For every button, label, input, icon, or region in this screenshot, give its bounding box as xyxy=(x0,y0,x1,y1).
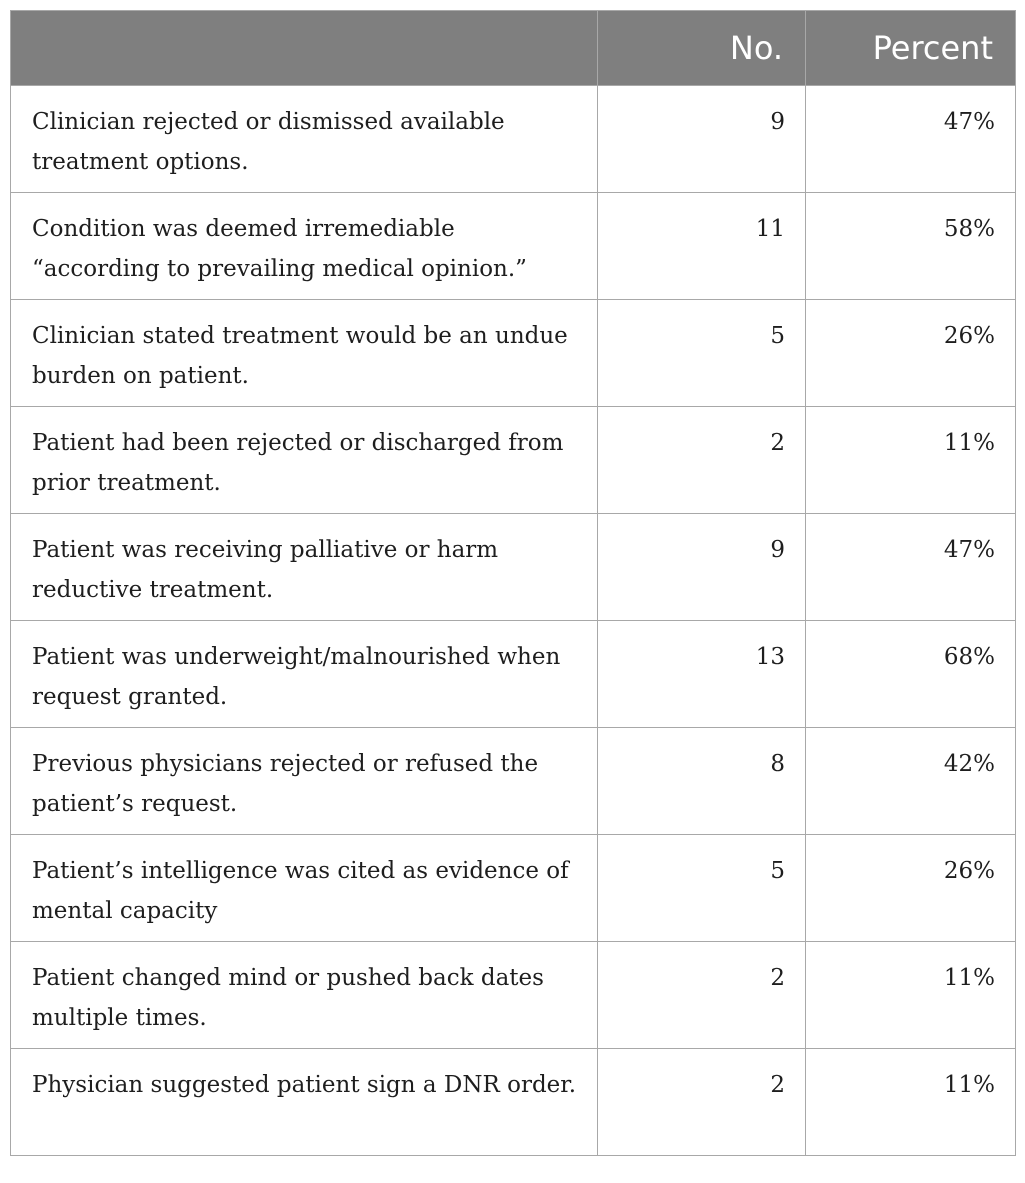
row-label: Condition was deemed irremediable “according to prevailing medical opinion.” xyxy=(11,193,598,300)
row-no: 9 xyxy=(598,514,806,621)
row-no: 5 xyxy=(598,835,806,942)
table-row xyxy=(11,621,1016,728)
table-row xyxy=(11,514,1016,621)
table-row xyxy=(11,835,1016,942)
row-label: Patient had been rejected or discharged from prior treatment. xyxy=(11,407,598,514)
row-label: Patient was underweight/malnourished when request granted. xyxy=(11,621,598,728)
row-percent: 58% xyxy=(806,193,1016,300)
row-percent: 47% xyxy=(806,86,1016,193)
row-no: 13 xyxy=(598,621,806,728)
results-table xyxy=(10,10,1016,1156)
row-label: Clinician rejected or dismissed available treatment options. xyxy=(11,86,598,193)
row-no: 8 xyxy=(598,728,806,835)
row-percent: 26% xyxy=(806,300,1016,407)
row-label: Previous physicians rejected or refused the patient’s request. xyxy=(11,728,598,835)
table-row xyxy=(11,728,1016,835)
table-row xyxy=(11,193,1016,300)
table-row xyxy=(11,407,1016,514)
row-label: Clinician stated treatment would be an undue burden on patient. xyxy=(11,300,598,407)
row-percent: 47% xyxy=(806,514,1016,621)
row-no: 9 xyxy=(598,86,806,193)
table-row xyxy=(11,1049,1016,1156)
row-percent: 42% xyxy=(806,728,1016,835)
row-percent: 68% xyxy=(806,621,1016,728)
row-percent: 11% xyxy=(806,1049,1016,1156)
row-no: 2 xyxy=(598,942,806,1049)
row-percent: 26% xyxy=(806,835,1016,942)
header-label-cell xyxy=(11,11,598,86)
table-row xyxy=(11,300,1016,407)
row-label: Patient changed mind or pushed back dates multiple times. xyxy=(11,942,598,1049)
table-row xyxy=(11,86,1016,193)
row-label: Patient’s intelligence was cited as evidence of mental capacity xyxy=(11,835,598,942)
row-label: Patient was receiving palliative or harm reductive treatment. xyxy=(11,514,598,621)
table-body xyxy=(11,86,1016,1156)
row-percent: 11% xyxy=(806,942,1016,1049)
row-no: 2 xyxy=(598,407,806,514)
header-row xyxy=(11,11,1016,86)
row-no: 5 xyxy=(598,300,806,407)
row-label: Physician suggested patient sign a DNR order. xyxy=(11,1049,598,1156)
table-row xyxy=(11,942,1016,1049)
header-no: No. xyxy=(598,11,806,86)
header-percent: Percent xyxy=(806,11,1016,86)
table-header xyxy=(11,11,1016,86)
row-no: 11 xyxy=(598,193,806,300)
row-no: 2 xyxy=(598,1049,806,1156)
row-percent: 11% xyxy=(806,407,1016,514)
